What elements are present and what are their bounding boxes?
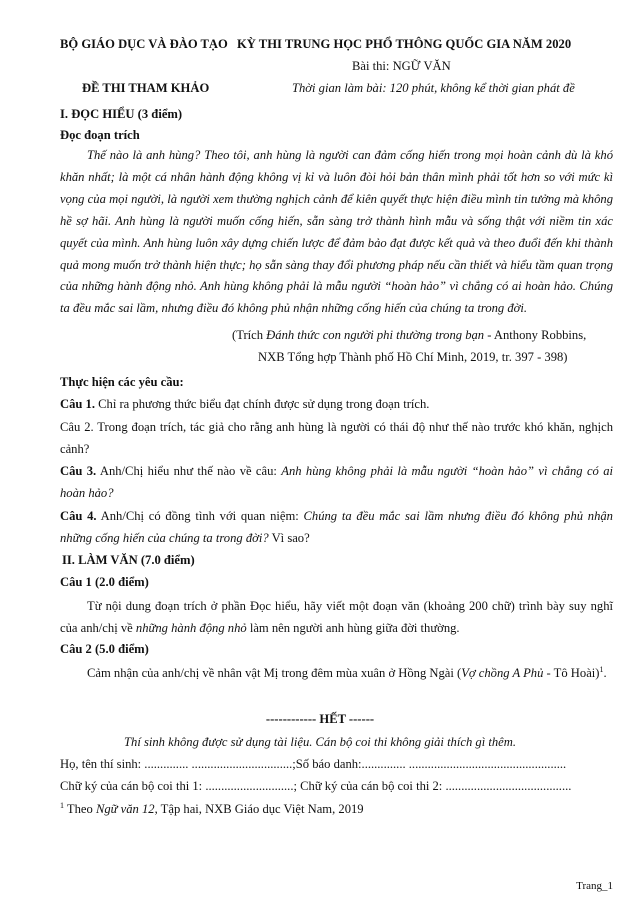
question-3 bbox=[60, 460, 613, 504]
exam-type: ĐỀ THI THAM KHẢO bbox=[82, 81, 210, 95]
question-4 bbox=[60, 505, 613, 549]
end-mark: ------------ HẾT ------ bbox=[265, 712, 375, 726]
c2-text-a: Cảm nhận của anh/chị về nhân vật Mị trong đêm mùa xuân ở Hồng Ngài ( bbox=[87, 666, 462, 680]
footnote-text-a: Theo bbox=[64, 802, 96, 816]
page-number: Trang_1 bbox=[576, 880, 613, 892]
reading-passage: Thế nào là anh hùng? Theo tôi, anh hùng là người can đảm cống hiến trong mọi hoàn cảnh dù là khó khăn nhất; là một cá nhân hành động không vị kỉ và luôn đòi hỏi bản thân mình phải tốt hơn so với mức kì vọng của mọi người, là người xem thường nghịch cảnh để kiên quyết thực hiện điều mình tin tưởng mà không hề sợ hãi. Anh hùng là người muốn cống hiến, sẵn sàng trở thành hình mẫu và sống thật với niềm tin xác quyết của mình. Anh hùng luôn xây dựng chiến lược để đảm bảo đạt được kết quả và theo đuổi đến khi thành quả mong muốn trở thành hiện thực; họ sẵn sàng thay đổi phương pháp nếu cần thiết và hiểu tầm quan trọng của những hành động nhỏ. Anh hùng không phải là mẫu người “hoàn hảo” vì chẳng có ai hoàn hảo. Chúng ta đều mắc sai lầm, nhưng điều đó không phủ nhận những cống hiến của chúng ta trong đời. bbox=[60, 148, 613, 316]
footnote bbox=[60, 801, 364, 817]
exam-note: Thí sinh không được sử dụng tài liệu. Cán bộ coi thi không giải thích gì thêm. bbox=[124, 735, 516, 749]
citation-book: Đánh thức con người phi thường trong bạn bbox=[266, 328, 485, 342]
c1-text-a: Từ nội dung đoạn trích ở phần Đọc hiểu, hãy viết một đoạn văn (khoảng 200 chữ) trình bày suy nghĩ của anh/chị về bbox=[60, 599, 613, 635]
exam-subject: Bài thi: NGỮ VĂN bbox=[352, 59, 451, 73]
section1-title: I. ĐỌC HIỂU (3 điểm) bbox=[60, 107, 183, 121]
citation-line-1 bbox=[232, 327, 586, 343]
citation-prefix: (Trích bbox=[232, 328, 267, 342]
question-1 bbox=[60, 396, 429, 412]
c2-end: . bbox=[603, 666, 607, 680]
candidate-info-line: Họ, tên thí sinh: .............. ................................;Số báo danh:.............. .................................................. bbox=[60, 757, 567, 771]
essay-1-title: Câu 1 (2.0 điểm) bbox=[60, 575, 149, 589]
q4-end: Vì sao? bbox=[268, 531, 310, 545]
essay-2-prompt bbox=[60, 662, 613, 684]
essay-2-title: Câu 2 (5.0 điểm) bbox=[60, 642, 149, 656]
c1-italic: những hành động nhỏ bbox=[135, 621, 247, 635]
ministry-name: BỘ GIÁO DỤC VÀ ĐÀO TẠO bbox=[60, 37, 228, 51]
footnote-marker: 1 bbox=[60, 800, 64, 810]
time-allowed: Thời gian làm bài: 120 phút, không kể thời gian phát đề bbox=[292, 81, 575, 95]
exam-name: KỲ THI TRUNG HỌC PHỔ THÔNG QUỐC GIA NĂM 2020 bbox=[237, 37, 572, 51]
q4-text: Anh/Chị có đồng tình với quan niệm: bbox=[96, 509, 304, 523]
c2-text-b: - Tô Hoài) bbox=[543, 666, 600, 680]
footnote-italic: Ngữ văn 12 bbox=[95, 802, 155, 816]
q1-text: Chỉ ra phương thức biểu đạt chính được sử dụng trong đoạn trích. bbox=[95, 397, 430, 411]
q4-quote: Chúng ta đều mắc sai lầm nhưng điều đó không phủ nhận những cống hiến của chúng ta trong đời? bbox=[60, 509, 613, 545]
essay-1-prompt bbox=[60, 595, 613, 639]
c1-text-b: làm nên người anh hùng giữa đời thường. bbox=[246, 621, 460, 635]
citation-author: - Anthony Robbins, bbox=[484, 328, 587, 342]
proctor-signature-line: Chữ ký của cán bộ coi thi 1: ............................; Chữ ký của cán bộ coi thi 2: ........................................ bbox=[60, 779, 572, 793]
footnote-text-b: , Tập hai, NXB Giáo dục Việt Nam, 2019 bbox=[154, 802, 364, 816]
footnote-ref: 1 bbox=[599, 664, 604, 674]
q3-text: Anh/Chị hiểu như thế nào về câu: bbox=[96, 464, 282, 478]
citation-publisher: NXB Tổng hợp Thành phố Hồ Chí Minh, 2019, tr. 397 - 398) bbox=[258, 350, 568, 364]
q4-label: Câu 4. bbox=[60, 509, 97, 523]
read-label: Đọc đoạn trích bbox=[60, 128, 140, 142]
c2-italic: Vợ chồng A Phủ bbox=[461, 666, 544, 680]
q3-quote: Anh hùng không phải là mẫu người “hoàn hảo” vì chẳng có ai hoàn hảo? bbox=[60, 464, 613, 500]
q1-label: Câu 1. bbox=[60, 397, 95, 411]
question-2: Câu 2. Trong đoạn trích, tác giả cho rằng anh hùng là người có thái độ như thế nào trước khó khăn, nghịch cảnh? bbox=[60, 420, 613, 456]
section2-title: II. LÀM VĂN (7.0 điểm) bbox=[62, 553, 195, 567]
requirements-title: Thực hiện các yêu cầu: bbox=[60, 375, 184, 389]
q3-label: Câu 3. bbox=[60, 464, 97, 478]
